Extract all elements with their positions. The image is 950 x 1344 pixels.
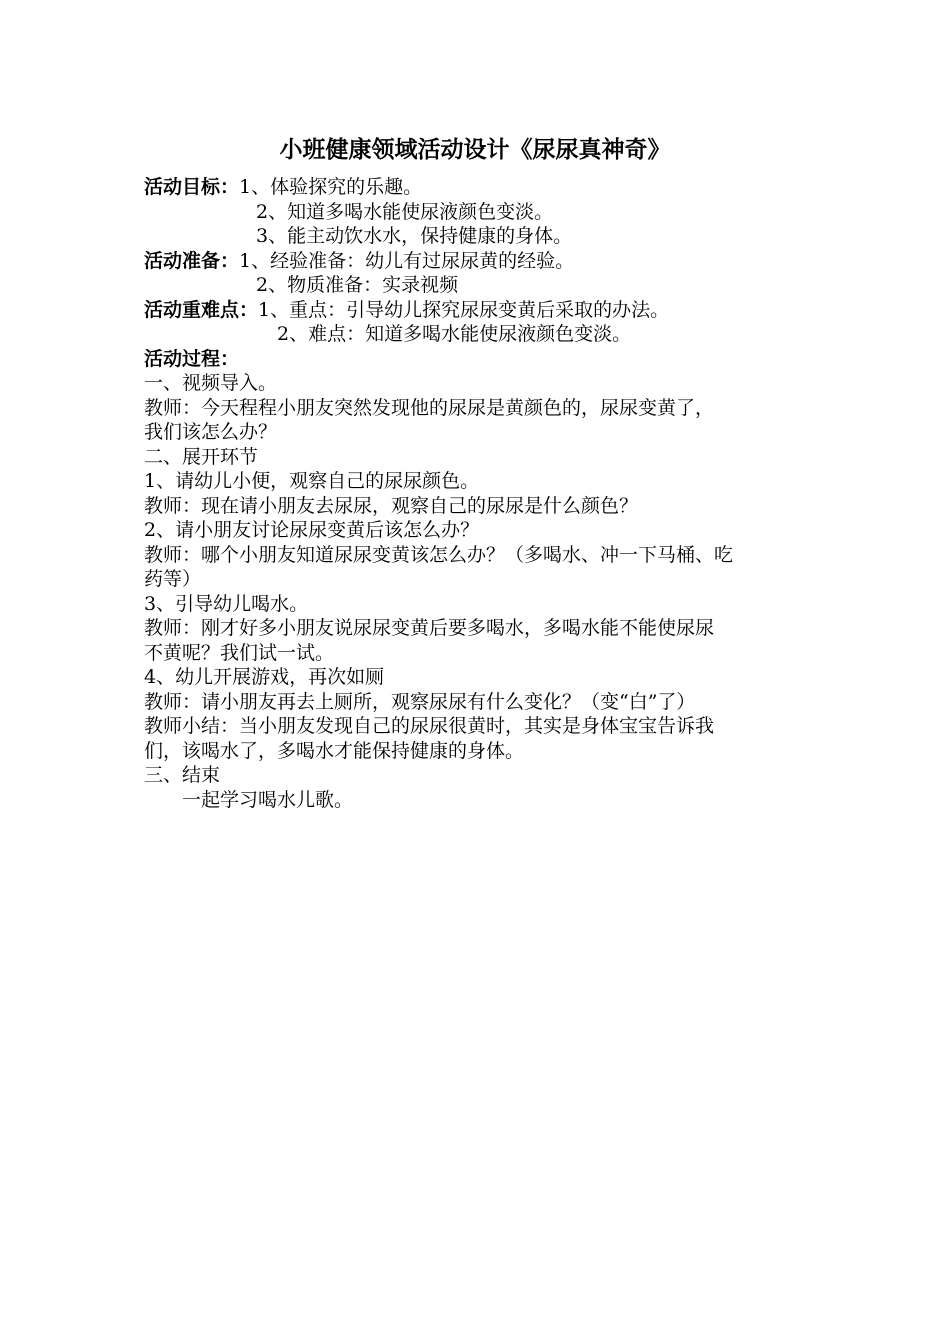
process-heading xyxy=(144,347,824,372)
prep-item: 1、经验准备：幼儿有过尿尿黄的经验。 xyxy=(239,249,575,272)
process-line: 教师：刚才好多小朋友说尿尿变黄后要多喝水，多喝水能不能使尿尿 xyxy=(144,617,715,639)
process-line: 教师：请小朋友再去上厕所，观察尿尿有什么变化？（变“白”了） xyxy=(144,690,696,713)
prep-item: 2、物质准备：实录视频 xyxy=(256,274,459,296)
process-line: 们，该喝水了，多喝水才能保持健康的身体。 xyxy=(144,739,525,762)
process-line: 2、请小朋友讨论尿尿变黄后该怎么办？ xyxy=(144,519,480,541)
goals-line-1 xyxy=(144,175,824,200)
goals-label: 活动目标： xyxy=(144,176,240,198)
key-point-item: 2、难点：知道多喝水能使尿液颜色变淡。 xyxy=(277,323,632,345)
goal-item: 1、体验探究的乐趣。 xyxy=(239,176,423,198)
goals-line-2 xyxy=(144,200,824,225)
prep-label: 活动准备： xyxy=(144,249,240,272)
key-points-label: 活动重难点： xyxy=(144,298,259,321)
process-label: 活动过程： xyxy=(144,347,240,370)
process-line: 1、请幼儿小便，观察自己的尿尿颜色。 xyxy=(144,470,480,492)
process-line: 一、视频导入。 xyxy=(144,372,278,394)
prep-line-2 xyxy=(144,273,824,298)
process-line: 3、引导幼儿喝水。 xyxy=(144,592,309,615)
document-body xyxy=(144,175,824,812)
process-line: 教师：哪个小朋友知道尿尿变黄该怎么办？（多喝水、冲一下马桶、吃 xyxy=(144,543,734,566)
closing-line: 一起学习喝水儿歌。 xyxy=(182,788,354,811)
process-line: 4、幼儿开展游戏，再次如厕 xyxy=(144,666,385,688)
process-line: 我们该怎么办？ xyxy=(144,421,278,443)
prep-line-1 xyxy=(144,249,824,274)
process-line: 药等） xyxy=(144,568,202,590)
process-line: 二、展开环节 xyxy=(144,445,259,468)
goals-line-3 xyxy=(144,224,824,249)
key-points-line-1 xyxy=(144,298,824,323)
goal-item: 3、能主动饮水水，保持健康的身体。 xyxy=(256,225,573,247)
key-points-line-2 xyxy=(144,322,824,347)
document-title: 小班健康领域活动设计《尿尿真神奇》 xyxy=(279,136,671,163)
process-line: 教师：现在请小朋友去尿尿，观察自己的尿尿是什么颜色？ xyxy=(144,494,639,517)
process-line: 教师小结：当小朋友发现自己的尿尿很黄时，其实是身体宝宝告诉我 xyxy=(144,715,715,737)
key-point-item: 1、重点：引导幼儿探究尿尿变黄后采取的办法。 xyxy=(258,298,670,321)
process-line: 教师：今天程程小朋友突然发现他的尿尿是黄颜色的，尿尿变黄了， xyxy=(144,396,715,419)
process-line: 不黄呢？我们试一试。 xyxy=(144,641,335,664)
goal-item: 2、知道多喝水能使尿液颜色变淡。 xyxy=(256,200,554,223)
process-line: 三、结束 xyxy=(144,764,221,786)
